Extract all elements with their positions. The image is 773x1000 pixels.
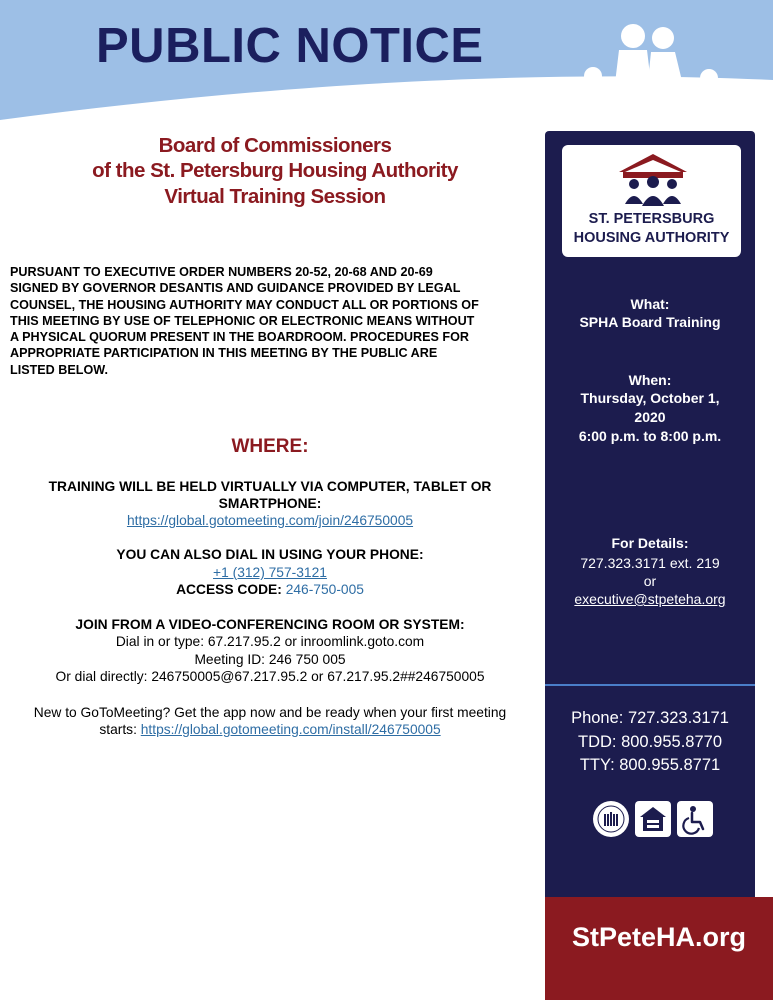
virtual-line-1: TRAINING WILL BE HELD VIRTUALLY VIA COMPUTER, TABLET OR	[48, 479, 492, 494]
tty-line: TTY: 800.955.8771	[579, 756, 721, 774]
join-link[interactable]: https://global.gotomeeting.com/join/246750005	[126, 513, 414, 528]
join-link-row	[10, 512, 530, 529]
dial-heading: YOU CAN ALSO DIAL IN USING YOUR PHONE:	[116, 547, 424, 562]
when-label: When:	[628, 372, 672, 388]
virtual-line-2: SMARTPHONE:	[218, 496, 322, 511]
dial-number-row	[10, 564, 530, 581]
access-code-label: ACCESS CODE:	[176, 582, 286, 597]
sidebar-divider	[545, 684, 755, 686]
intro-line: COUNSEL, THE HOUSING AUTHORITY MAY CONDUCT ALL OR PORTIONS OF	[10, 297, 479, 312]
intro-line: APPROPRIATE PARTICIPATION IN THIS MEETING BY THE PUBLIC ARE	[10, 346, 438, 361]
when-line-3: 6:00 p.m. to 8:00 p.m.	[578, 428, 722, 444]
logo-text-line-2: HOUSING AUTHORITY	[573, 230, 730, 246]
details-email-link[interactable]: executive@stpeteha.org	[574, 591, 726, 607]
hud-seal-icon	[592, 800, 630, 838]
intro-line: THIS MEETING BY USE OF TELEPHONIC OR ELECTRONIC MEANS WITHOUT	[10, 313, 475, 328]
room-line-3: Or dial directly: 246750005@67.217.95.2 or 67.217.95.2##246750005	[55, 669, 485, 684]
access-code-value: 246-750-005	[285, 582, 364, 597]
details-label: For Details:	[611, 535, 689, 551]
headline-line-3: Virtual Training Session	[164, 185, 386, 208]
intro-line: LISTED BELOW.	[10, 362, 108, 377]
access-code-row	[10, 581, 530, 598]
new-user-prefix: starts:	[99, 722, 141, 737]
room-line-1: Dial in or type: 67.217.95.2 or inroomlink.goto.com	[115, 634, 425, 649]
room-heading: JOIN FROM A VIDEO-CONFERENCING ROOM OR SYSTEM:	[75, 617, 465, 632]
tdd-line: TDD: 800.955.8770	[577, 733, 722, 751]
headline-line-1: Board of Commissioners	[158, 134, 392, 157]
new-user-line-2	[10, 721, 530, 738]
intro-paragraph	[10, 264, 535, 378]
house-people-logo-icon	[615, 152, 691, 208]
details-phone: 727.323.3171 ext. 219	[580, 555, 720, 571]
where-heading: WHERE:	[231, 436, 309, 457]
equal-housing-icon	[634, 800, 672, 838]
intro-line: PURSUANT TO EXECUTIVE ORDER NUMBERS 20-52, 20-68 AND 20-69	[10, 265, 433, 279]
what-label: What:	[630, 296, 670, 312]
what-value: SPHA Board Training	[579, 314, 721, 330]
when-line-1: Thursday, October 1,	[580, 390, 720, 406]
page-title: PUBLIC NOTICE	[96, 19, 484, 73]
phone-line: Phone: 727.323.3171	[571, 709, 729, 727]
dial-number-link[interactable]: +1 (312) 757-3121	[213, 565, 327, 580]
intro-line: A PHYSICAL QUORUM PRESENT IN THE BOARDROOM. PROCEDURES FOR	[10, 330, 470, 345]
details-email-row	[545, 591, 755, 607]
intro-line: SIGNED BY GOVERNOR DESANTIS AND GUIDANCE PROVIDED BY LEGAL	[10, 281, 461, 296]
details-or: or	[643, 573, 657, 589]
footer-url-link[interactable]: StPeteHA.org	[571, 922, 747, 952]
when-line-2: 2020	[634, 409, 666, 425]
install-link[interactable]: https://global.gotomeeting.com/install/246750005	[140, 722, 441, 737]
room-line-2: Meeting ID: 246 750 005	[194, 652, 346, 667]
headline-line-2: of the St. Petersburg Housing Authority	[92, 159, 458, 182]
logo-text-line-1: ST. PETERSBURG	[588, 211, 715, 227]
new-user-line-1: New to GoToMeeting? Get the app now and be ready when your first meeting	[33, 705, 507, 720]
family-icon	[575, 20, 735, 148]
accessibility-icon	[676, 800, 714, 838]
